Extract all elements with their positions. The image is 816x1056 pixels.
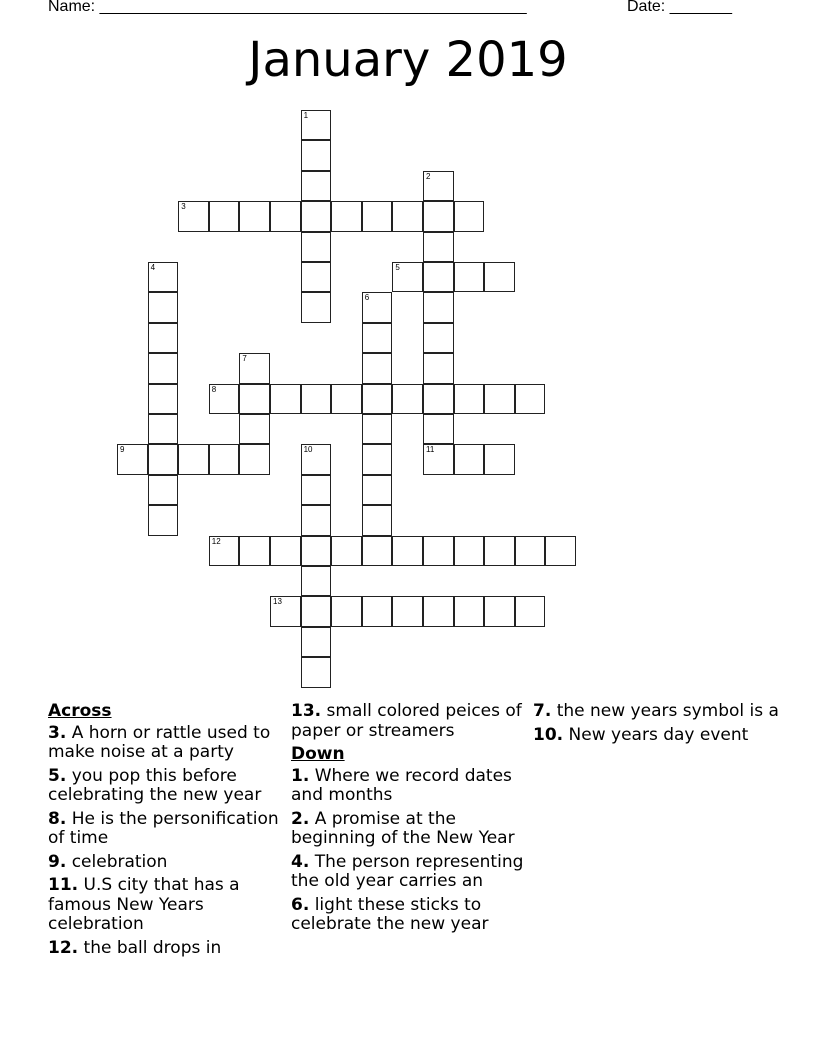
- clue-number: 1.: [291, 765, 310, 786]
- clue-text: the ball drops in: [83, 937, 222, 958]
- grid-cell[interactable]: [423, 171, 454, 201]
- clue-number: 5.: [48, 765, 67, 786]
- grid-cell[interactable]: [545, 536, 576, 566]
- grid-cell[interactable]: [454, 596, 485, 626]
- grid-cell[interactable]: [270, 384, 301, 414]
- grid-cell[interactable]: [362, 475, 393, 505]
- grid-cell[interactable]: [239, 414, 270, 444]
- cell-number: 11: [426, 445, 435, 455]
- grid-cell[interactable]: [301, 627, 332, 657]
- cell-number: 9: [120, 445, 125, 455]
- grid-cell[interactable]: [148, 384, 179, 414]
- cell-number: 3: [181, 202, 186, 212]
- clue-text: The person representing the old year carries an: [291, 851, 524, 891]
- clue-text: light these sticks to celebrate the new year: [291, 894, 489, 934]
- clue-down-4: [291, 853, 531, 892]
- cell-number: 13: [273, 597, 282, 607]
- cell-number: 4: [150, 263, 156, 272]
- grid-cell[interactable]: [270, 201, 301, 231]
- grid-cell[interactable]: [209, 536, 240, 566]
- grid-cell[interactable]: [331, 384, 362, 414]
- grid-cell[interactable]: [423, 292, 454, 322]
- clue-number: 11.: [48, 875, 79, 895]
- grid-cell[interactable]: [515, 536, 546, 566]
- grid-cell[interactable]: [148, 475, 179, 505]
- grid-cell[interactable]: [423, 444, 454, 474]
- grid-cell[interactable]: [301, 232, 332, 262]
- grid-cell[interactable]: [392, 536, 423, 566]
- grid-cell[interactable]: [362, 414, 393, 444]
- grid-cell[interactable]: [362, 323, 393, 353]
- grid-cell[interactable]: [117, 444, 148, 474]
- grid-cell[interactable]: [454, 384, 485, 414]
- clue-across-5: [48, 767, 283, 806]
- clue-down-1: [291, 767, 531, 806]
- clue-text: celebration: [71, 851, 168, 872]
- grid-cell[interactable]: [301, 475, 332, 505]
- grid-cell[interactable]: [331, 201, 362, 231]
- grid-cell[interactable]: [454, 201, 485, 231]
- grid-cell[interactable]: [209, 201, 240, 231]
- grid-cell[interactable]: [301, 566, 332, 596]
- grid-cell[interactable]: [148, 323, 179, 353]
- grid-cell[interactable]: [423, 353, 454, 383]
- clue-across-13: [291, 702, 531, 741]
- clue-text: U.S city that has a famous New Years celebration: [48, 875, 240, 934]
- clue-text: Where we record dates and months: [291, 765, 512, 805]
- clue-number: 6.: [291, 894, 310, 915]
- clue-text: A promise at the beginning of the New Year: [291, 808, 515, 848]
- clue-across-11: [48, 876, 283, 935]
- grid-cell[interactable]: [178, 201, 209, 231]
- clue-down-7: [533, 702, 783, 722]
- date-field[interactable]: Date: _______: [627, 0, 732, 15]
- grid-cell[interactable]: [148, 292, 179, 322]
- grid-cell[interactable]: [423, 323, 454, 353]
- grid-cell[interactable]: [301, 596, 332, 626]
- grid-cell[interactable]: [423, 201, 454, 231]
- grid-cell[interactable]: [392, 201, 423, 231]
- grid-cell[interactable]: [301, 444, 332, 474]
- cell-number: 12: [211, 536, 221, 546]
- grid-cell[interactable]: [331, 596, 362, 626]
- grid-cell[interactable]: [454, 262, 485, 292]
- grid-cell[interactable]: [239, 536, 270, 566]
- clue-text: the new years symbol is a: [556, 701, 779, 721]
- clue-across-8: [48, 810, 283, 849]
- clue-text: A horn or rattle used to make noise at a party: [48, 722, 271, 762]
- grid-cell[interactable]: [178, 444, 209, 474]
- clue-number: 8.: [48, 808, 67, 829]
- grid-cell[interactable]: [423, 384, 454, 414]
- clue-down-6: [291, 896, 531, 935]
- name-field[interactable]: Name: ________________________________________________: [48, 0, 527, 15]
- grid-cell[interactable]: [301, 262, 332, 292]
- clue-number: 7.: [533, 701, 552, 721]
- cell-number: 6: [364, 293, 370, 303]
- grid-cell[interactable]: [331, 536, 362, 566]
- grid-cell[interactable]: [484, 444, 515, 474]
- clue-number: 10.: [533, 724, 564, 745]
- cell-number: 7: [242, 354, 247, 364]
- clue-text: you pop this before celebrating the new year: [48, 765, 262, 805]
- grid-cell[interactable]: [239, 444, 270, 474]
- down-heading: Down: [291, 744, 345, 764]
- grid-cell[interactable]: [301, 536, 332, 566]
- clue-down-2: [291, 810, 531, 849]
- clue-text: small colored peices of paper or streamers: [291, 701, 522, 741]
- grid-cell[interactable]: [454, 444, 485, 474]
- grid-cell[interactable]: [239, 384, 270, 414]
- grid-cell[interactable]: [362, 201, 393, 231]
- grid-cell[interactable]: [454, 536, 485, 566]
- clue-text: He is the personification of time: [48, 808, 279, 848]
- grid-cell[interactable]: [270, 536, 301, 566]
- grid-cell[interactable]: [301, 140, 332, 170]
- grid-cell[interactable]: [209, 444, 240, 474]
- grid-cell[interactable]: [301, 505, 332, 535]
- grid-cell[interactable]: [392, 596, 423, 626]
- clue-number: 2.: [291, 808, 310, 829]
- grid-cell[interactable]: [239, 201, 270, 231]
- cell-number: 8: [211, 384, 217, 394]
- grid-cell[interactable]: [392, 384, 423, 414]
- cell-number: 2: [426, 171, 431, 181]
- clue-text: New years day event: [568, 724, 749, 745]
- grid-cell[interactable]: [301, 201, 332, 231]
- grid-cell[interactable]: [484, 536, 515, 566]
- grid-cell[interactable]: [362, 444, 393, 474]
- grid-cell[interactable]: [301, 292, 332, 322]
- grid-cell[interactable]: [209, 384, 240, 414]
- grid-cell[interactable]: [423, 414, 454, 444]
- clue-across-9: [48, 853, 283, 873]
- grid-cell[interactable]: [362, 505, 393, 535]
- grid-cell[interactable]: [515, 596, 546, 626]
- clue-number: 3.: [48, 722, 67, 743]
- grid-cell[interactable]: [362, 353, 393, 383]
- cell-number: 5: [395, 263, 400, 272]
- clue-across-12: [48, 939, 283, 959]
- clue-across-3: [48, 724, 283, 763]
- grid-cell[interactable]: [362, 536, 393, 566]
- grid-cell[interactable]: [148, 414, 179, 444]
- clue-number: 13.: [291, 701, 322, 721]
- grid-cell[interactable]: [423, 232, 454, 262]
- grid-cell[interactable]: [362, 596, 393, 626]
- grid-cell[interactable]: [239, 353, 270, 383]
- cell-number: 10: [303, 445, 313, 455]
- grid-cell[interactable]: [362, 292, 393, 322]
- grid-cell[interactable]: [392, 262, 423, 292]
- across-heading: Across: [48, 701, 112, 721]
- grid-cell[interactable]: [484, 596, 515, 626]
- grid-cell[interactable]: [423, 596, 454, 626]
- grid-cell[interactable]: [515, 384, 546, 414]
- grid-cell[interactable]: [301, 110, 332, 140]
- grid-cell[interactable]: [148, 444, 179, 474]
- clue-down-10: [533, 726, 783, 746]
- grid-cell[interactable]: [148, 505, 179, 535]
- grid-cell[interactable]: [301, 171, 332, 201]
- clue-number: 12.: [48, 937, 79, 958]
- grid-cell[interactable]: [484, 384, 515, 414]
- grid-cell[interactable]: [270, 596, 301, 626]
- clue-number: 4.: [291, 851, 310, 872]
- grid-cell[interactable]: [301, 384, 332, 414]
- grid-cell[interactable]: [484, 262, 515, 292]
- clues-column-2: [291, 702, 531, 939]
- grid-cell[interactable]: [148, 353, 179, 383]
- clue-number: 9.: [48, 851, 67, 872]
- grid-cell[interactable]: [301, 657, 332, 687]
- grid-cell[interactable]: [148, 262, 179, 292]
- grid-cell[interactable]: [423, 262, 454, 292]
- grid-cell[interactable]: [423, 536, 454, 566]
- clues-column-3: [533, 702, 783, 749]
- clues-column-1: [48, 702, 283, 962]
- cell-number: 1: [303, 111, 309, 120]
- puzzle-title: January 2019: [248, 32, 568, 88]
- grid-cell[interactable]: [362, 384, 393, 414]
